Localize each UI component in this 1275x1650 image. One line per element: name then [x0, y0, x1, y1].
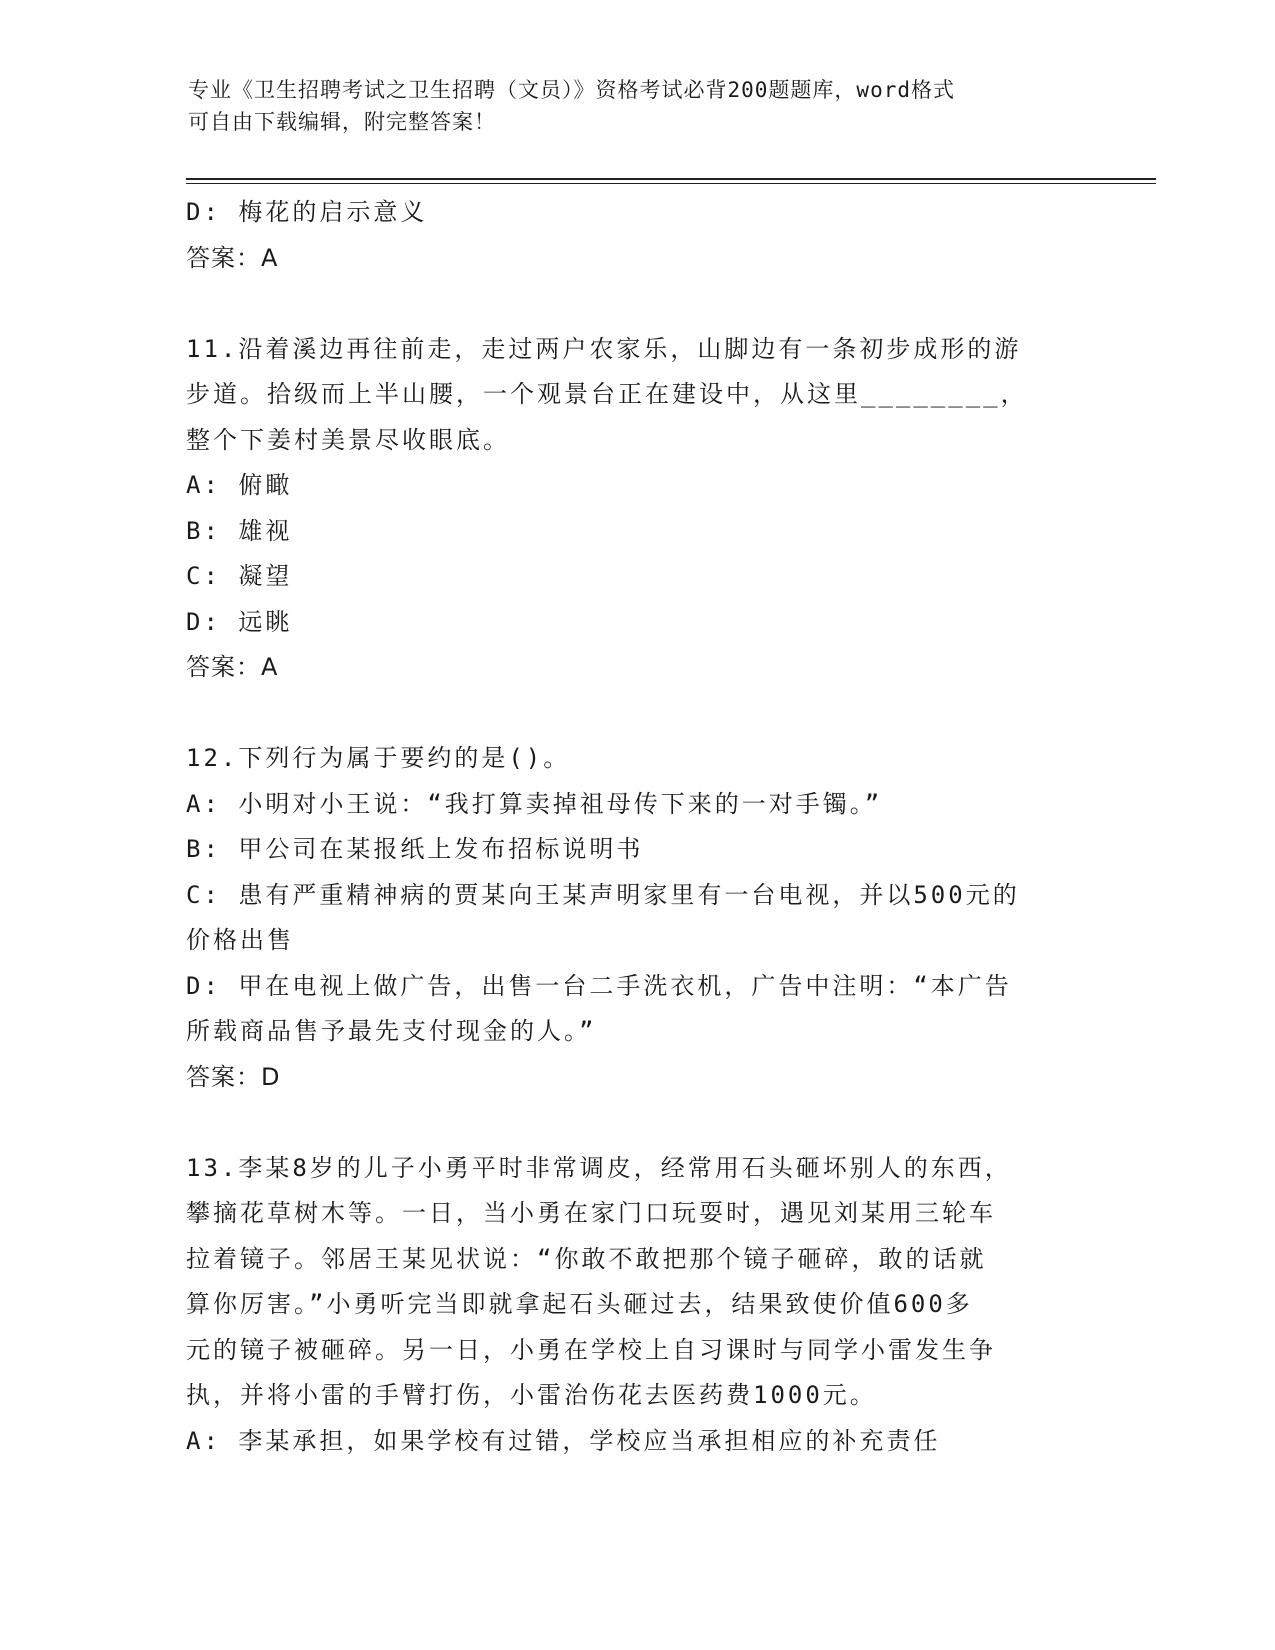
option-d: D: 梅花的启示意义 — [186, 198, 428, 226]
option-d: D: 甲在电视上做广告，出售一台二手洗衣机，广告中注明：“本广告 — [186, 971, 1012, 1000]
option-c-continued: 价格出售 — [186, 926, 294, 954]
spacer — [186, 281, 1086, 327]
spacer — [186, 691, 1086, 737]
option-b: B: 甲公司在某报纸上发布招标说明书 — [186, 835, 644, 863]
option-c: C: 患有严重精神病的贾某向王某声明家里有一台电视，并以500元的 — [186, 880, 1020, 909]
option-d-continued: 所载商品售予最先支付现金的人。” — [186, 1017, 597, 1045]
spacer — [186, 1100, 1086, 1146]
answer: 答案：A — [186, 653, 279, 681]
header-divider-thick — [186, 178, 1156, 180]
question-10-tail — [186, 190, 1086, 281]
option-a: A: 小明对小王说：“我打算卖掉祖母传下来的一对手镯。” — [186, 789, 883, 818]
question-stem: 12.下列行为属于要约的是()。 — [186, 744, 571, 772]
document-body — [186, 190, 1086, 1464]
option-a: A: 李某承担，如果学校有过错，学校应当承担相应的补充责任 — [186, 1426, 941, 1455]
question-stem: 攀摘花草树木等。一日，当小勇在家门口玩耍时，遇见刘某用三轮车 — [186, 1199, 996, 1227]
question-stem: 拉着镜子。邻居王某见状说：“你敢不敢把那个镜子砸碎，敢的话就 — [186, 1244, 987, 1273]
page-header — [188, 74, 1068, 138]
question-stem: 算你厉害。”小勇听完当即就拿起石头砸过去，结果致使价值600多 — [186, 1290, 973, 1318]
header-line-1: 专业《卫生招聘考试之卫生招聘（文员）》资格考试必背200题题库，word格式 — [188, 78, 955, 102]
option-a: A: 俯瞰 — [186, 471, 293, 499]
question-stem: 步道。拾级而上半山腰，一个观景台正在建设中，从这里________， — [186, 380, 1028, 408]
answer: 答案：D — [186, 1062, 281, 1091]
question-stem: 11.沿着溪边再往前走，走过两户农家乐，山脚边有一条初步成形的游 — [186, 334, 1022, 363]
question-11 — [186, 327, 1086, 691]
option-b: B: 雄视 — [186, 516, 293, 545]
question-13 — [186, 1146, 1086, 1465]
option-d: D: 远眺 — [186, 607, 293, 636]
header-divider-thin — [186, 183, 1156, 184]
question-stem: 13.李某8岁的儿子小勇平时非常调皮，经常用石头砸坏别人的东西， — [186, 1153, 1012, 1182]
header-line-2: 可自由下载编辑，附完整答案！ — [188, 110, 496, 134]
question-stem: 整个下姜村美景尽收眼底。 — [186, 425, 510, 454]
option-c: C: 凝望 — [186, 562, 293, 590]
question-stem: 元的镜子被砸碎。另一日，小勇在学校上自习课时与同学小雷发生争 — [186, 1335, 996, 1364]
question-stem: 执，并将小雷的手臂打伤，小雷治伤花去医药费1000元。 — [186, 1381, 877, 1409]
question-12 — [186, 736, 1086, 1100]
answer: 答案：A — [186, 243, 279, 272]
